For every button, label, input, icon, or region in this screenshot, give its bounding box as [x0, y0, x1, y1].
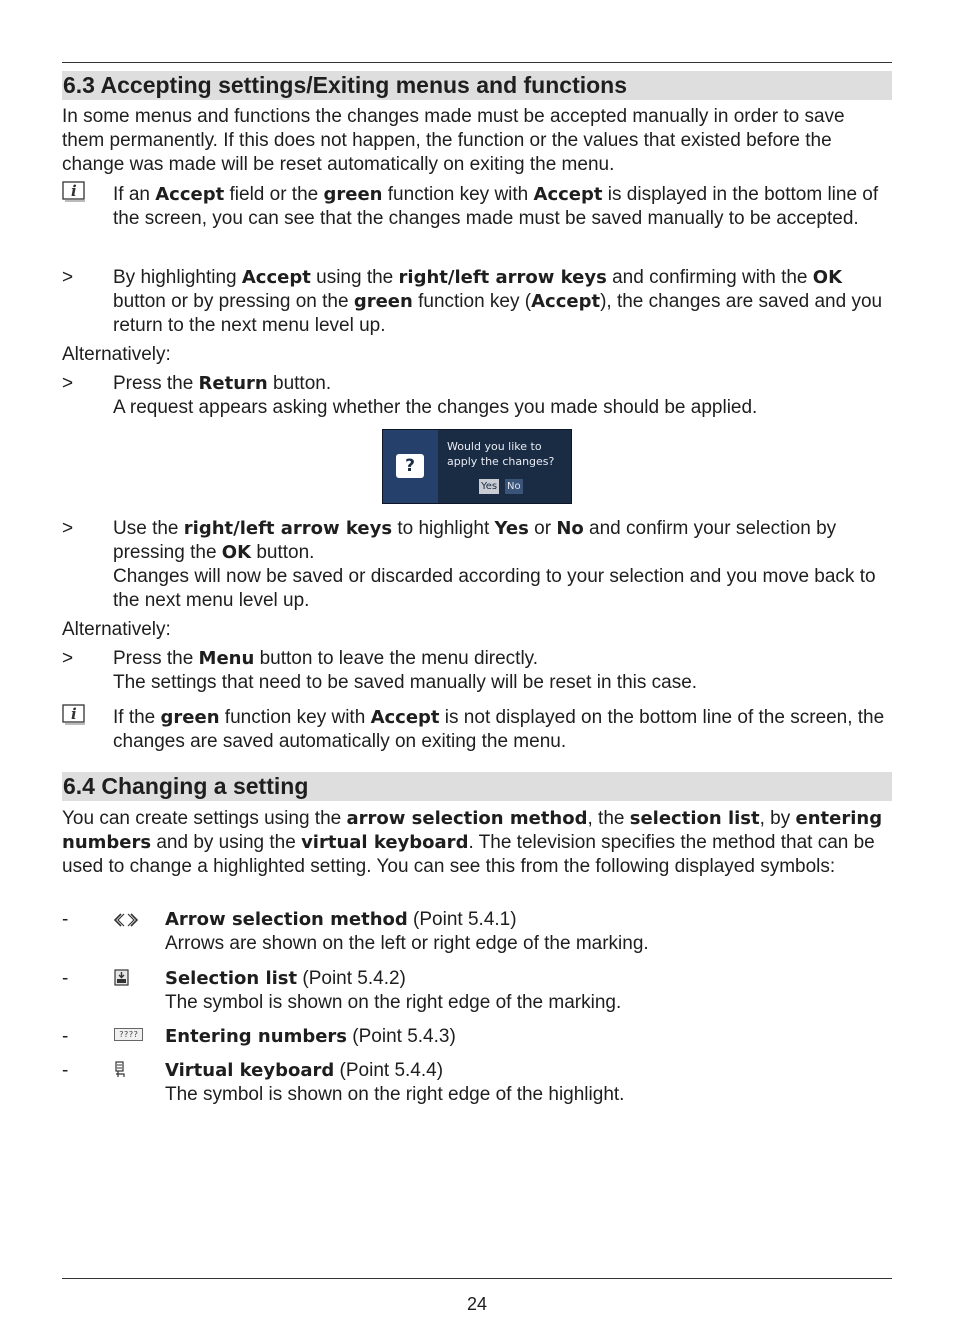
step-marker: > — [62, 648, 74, 669]
entering-numbers-icon: ???? — [114, 1028, 143, 1041]
list-item: Virtual keyboard (Point 5.4.4) The symbol is shown on the right edge of the highlight. — [165, 1060, 625, 1105]
intro-paragraph: In some menus and functions the changes made must be accepted manually in order to save them permanently. If this does not happen, the function or the values that existed before the change was made will be reset automatically on exiting the menu. — [62, 106, 845, 175]
list-bullet: - — [62, 968, 69, 989]
note-auto-save: If the green function key with Accept is not displayed on the bottom line of the screen, the changes are saved automatically on exiting the menu. — [113, 707, 885, 752]
svg-text:i: i — [71, 182, 77, 200]
svg-text:i: i — [71, 705, 77, 723]
dialog-message: Would you like to apply the changes? — [447, 440, 555, 468]
alternatively-label: Alternatively: — [62, 344, 171, 365]
step-marker: > — [62, 373, 74, 394]
selection-list-icon — [114, 969, 130, 987]
top-rule — [62, 62, 892, 63]
step-press-return: Press the Return button. A request appears asking whether the changes you made should be applied. — [113, 373, 758, 418]
dialog-yes-button[interactable]: Yes — [481, 481, 498, 492]
info-icon — [62, 181, 86, 203]
virtual-keyboard-icon — [114, 1061, 128, 1079]
bottom-rule — [62, 1278, 892, 1279]
list-bullet: - — [62, 1026, 69, 1047]
page-number: 24 — [466, 1294, 488, 1314]
list-item: Arrow selection method (Point 5.4.1) Arrows are shown on the left or right edge of the marking. — [165, 909, 649, 954]
info-icon — [62, 704, 86, 726]
section-heading-6-4: 6.4 Changing a setting — [62, 772, 892, 801]
step-marker: > — [62, 267, 74, 288]
step-marker: > — [62, 518, 74, 539]
step-select-yes-no: Use the right/left arrow keys to highlight Yes or No and confirm your selection by pressing the OK button. Changes will now be saved or discarded according to your selection and you move back to the next menu level up. — [113, 518, 876, 611]
alternatively-label: Alternatively: — [62, 619, 171, 640]
dialog-no-button[interactable]: No — [507, 481, 521, 492]
changing-setting-intro: You can create settings using the arrow selection method, the selection list, by entering numbers and by using the virtual keyboard. The television specifies the method that can be used to change a highlighted setting. You can see this from the following displayed symbols: — [62, 808, 883, 877]
step-highlight-accept: By highlighting Accept using the right/left arrow keys and confirming with the OK button or by pressing on the green function key (Accept), the changes are saved and you return to the next menu level up. — [113, 267, 883, 336]
note-manual-accept: If an Accept field or the green function key with Accept is displayed in the bottom line of the screen, you can see that the changes made must be saved manually to be accepted. — [113, 184, 879, 229]
step-press-menu: Press the Menu button to leave the menu directly. The settings that need to be saved manually will be reset in this case. — [113, 648, 698, 693]
dialog-icon-panel — [383, 430, 438, 503]
list-bullet: - — [62, 909, 69, 930]
question-icon: ? — [396, 454, 424, 478]
list-item: Entering numbers (Point 5.4.3) — [165, 1026, 456, 1047]
arrow-selection-icon — [114, 912, 138, 928]
apply-changes-dialog — [382, 429, 572, 504]
section-heading-6-3: 6.3 Accepting settings/Exiting menus and functions — [62, 71, 892, 100]
list-bullet: - — [62, 1060, 69, 1081]
list-item: Selection list (Point 5.4.2) The symbol is shown on the right edge of the marking. — [165, 968, 622, 1013]
